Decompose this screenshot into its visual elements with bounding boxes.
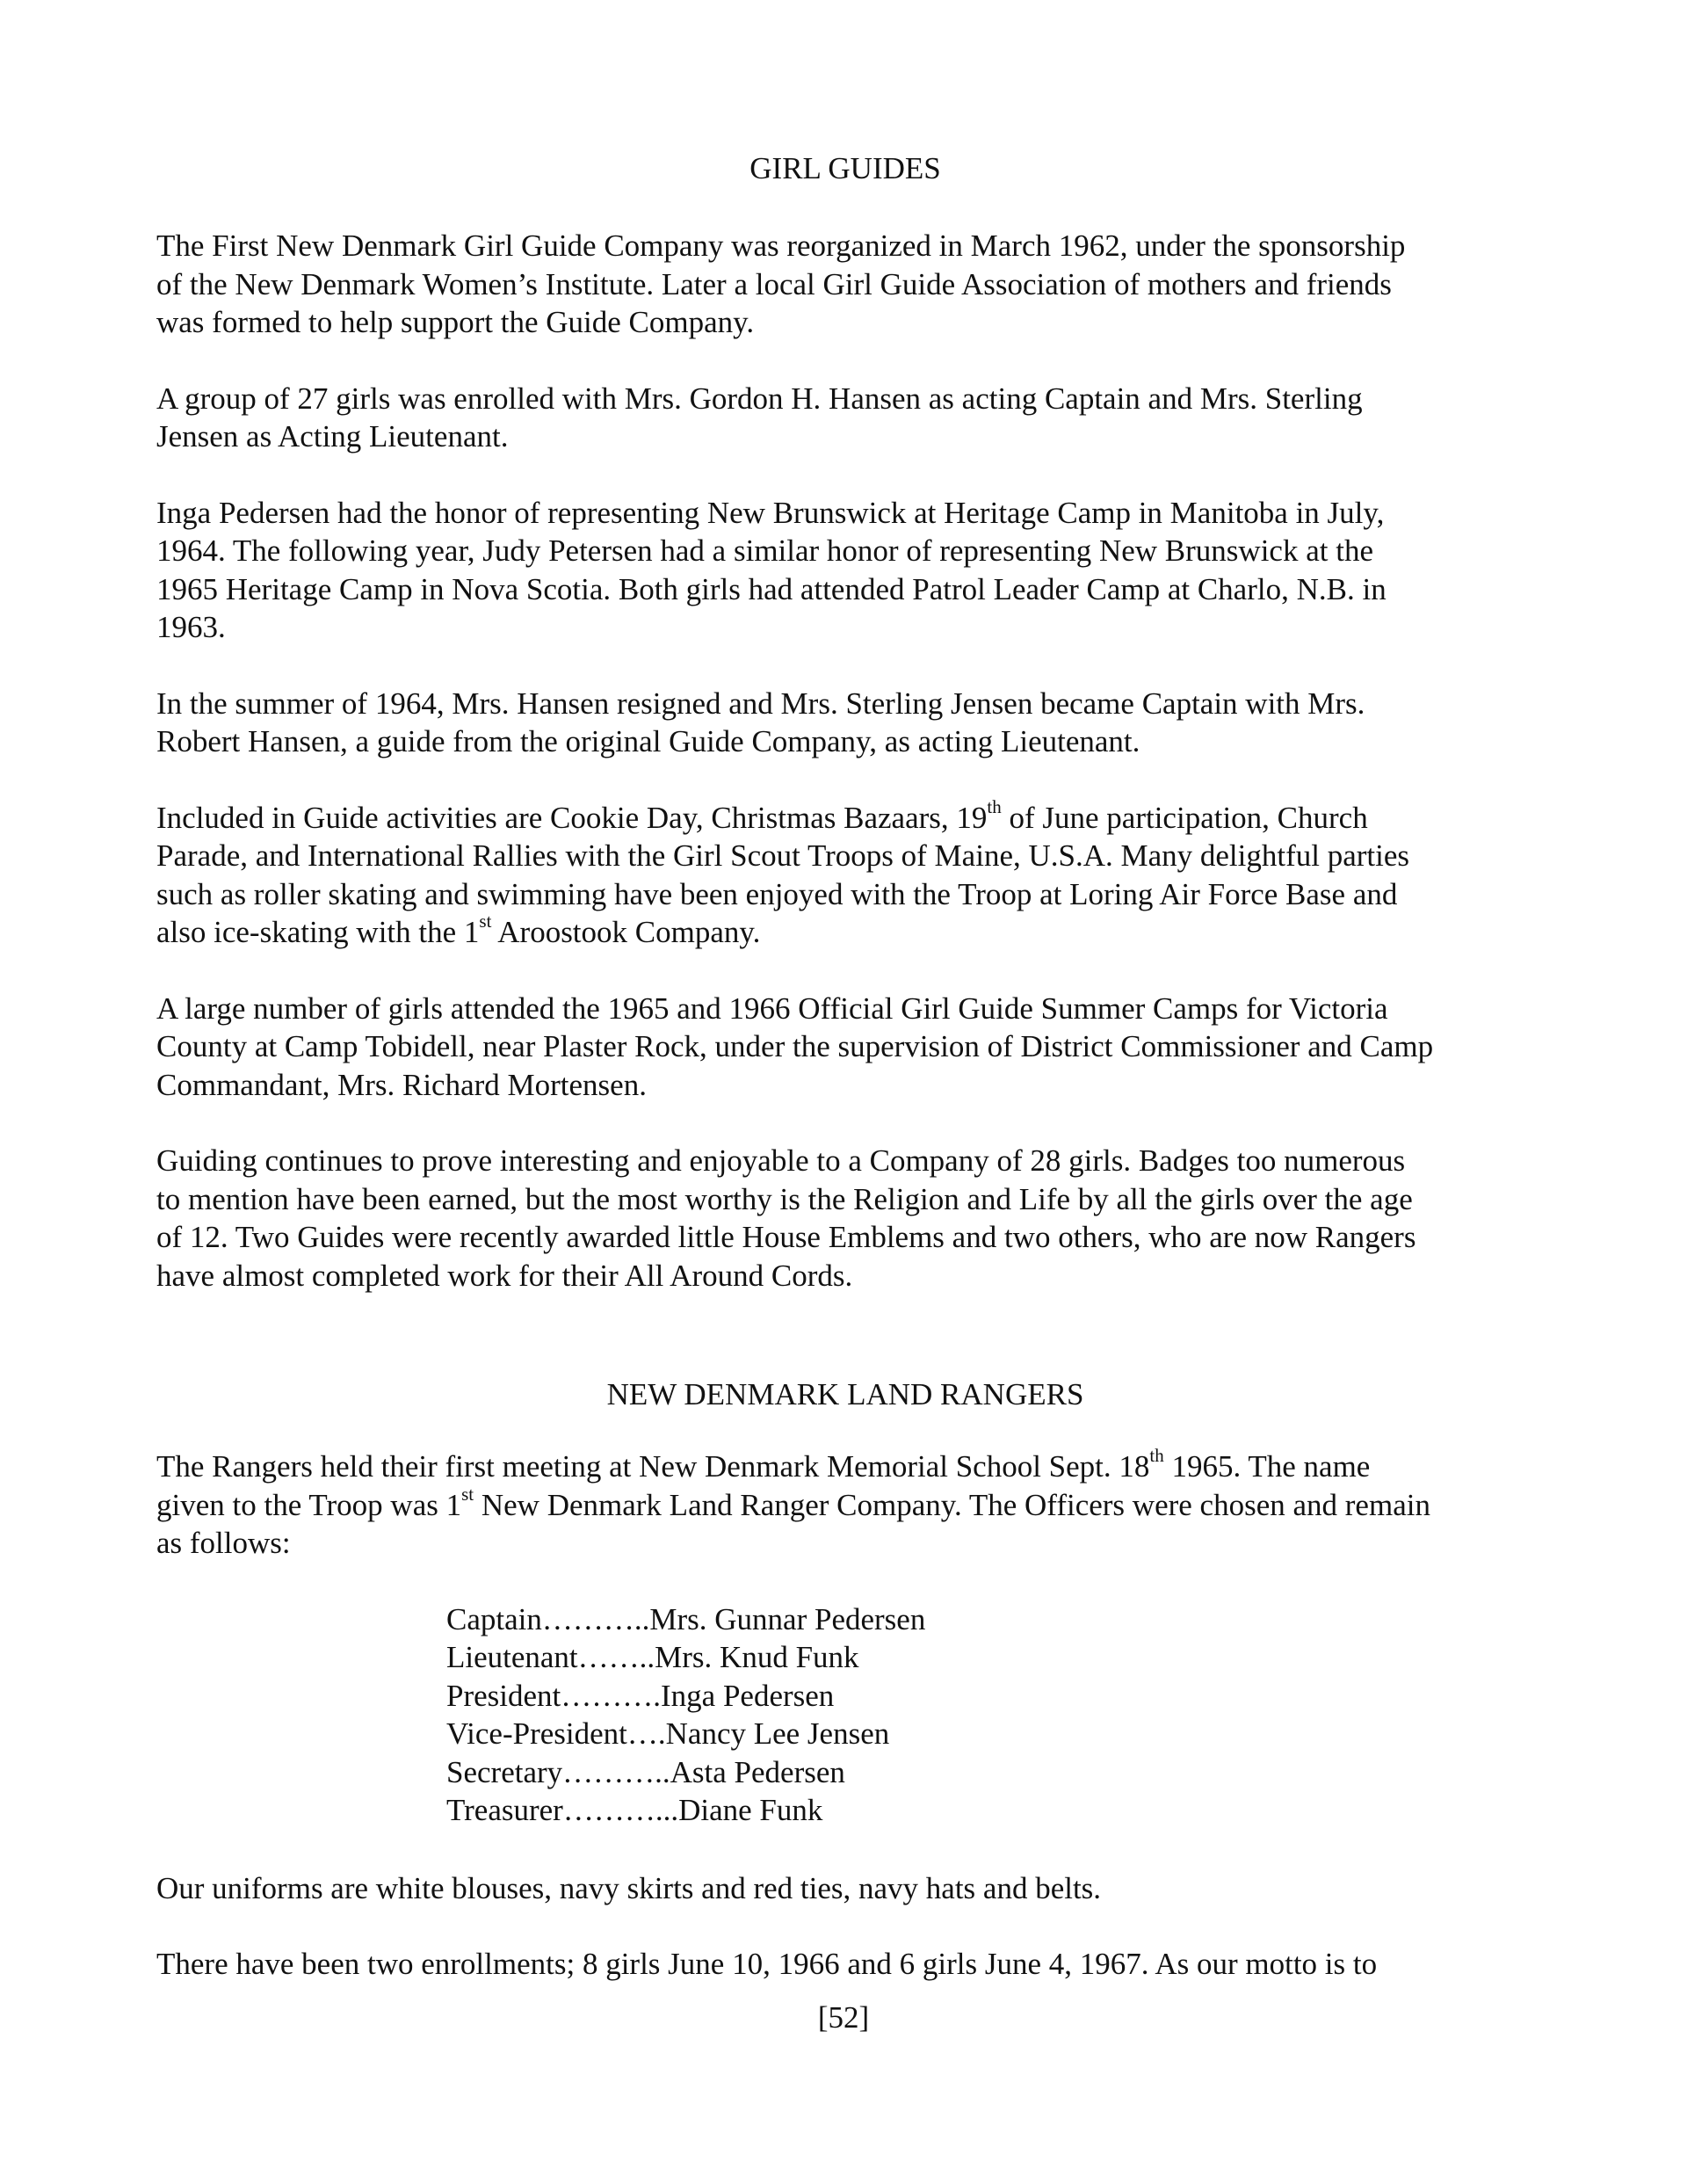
officer-row: Treasurer………...Diane Funk <box>446 1793 823 1827</box>
officers-list <box>446 1600 1545 1830</box>
section-title-girl-guides: GIRL GUIDES <box>749 151 941 185</box>
paragraph-heritage-camp <box>156 494 1545 647</box>
text-line: have almost completed work for their All Around Cords. <box>156 1258 853 1293</box>
text-fragment: 1965. The name <box>1163 1449 1371 1484</box>
section-title-land-rangers: NEW DENMARK LAND RANGERS <box>606 1377 1084 1411</box>
text-line: Guiding continues to prove interesting and enjoyable to a Company of 28 girls. Badges too numerous <box>156 1143 1406 1178</box>
text-line: as follows: <box>156 1526 291 1560</box>
paragraph-activities <box>156 795 1545 952</box>
officer-row: Vice-President….Nancy Lee Jensen <box>446 1716 890 1751</box>
text-fragment: Included in Guide activities are Cookie Day, Christmas Bazaars, 19 <box>156 800 988 835</box>
text-line <box>156 795 1545 838</box>
text-line: The First New Denmark Girl Guide Company was reorganized in March 1962, under the sponsorship <box>156 229 1406 263</box>
superscript: th <box>987 795 1002 817</box>
text-line: 1964. The following year, Judy Petersen had a similar honor of representing New Brunswick at the <box>156 533 1373 568</box>
text-line: was formed to help support the Guide Company. <box>156 305 755 339</box>
paragraph-rangers-intro <box>156 1445 1545 1563</box>
text-line <box>156 1445 1545 1486</box>
paragraph-enrollment <box>156 380 1545 456</box>
officer-row: Lieutenant……..Mrs. Knud Funk <box>446 1640 859 1674</box>
paragraph-uniforms <box>156 1869 1545 1908</box>
text-fragment: New Denmark Land Ranger Company. The Officers were chosen and remain <box>474 1487 1430 1522</box>
text-fragment: of June participation, Church <box>1001 800 1368 835</box>
paragraph-badges <box>156 1142 1545 1295</box>
text-fragment: given to the Troop was 1 <box>156 1487 462 1522</box>
text-line: of the New Denmark Women’s Institute. Later a local Girl Guide Association of mothers and friends <box>156 266 1392 301</box>
text-line: County at Camp Tobidell, near Plaster Rock, under the supervision of District Commissioner and Camp <box>156 1029 1434 1063</box>
text-line: 1965 Heritage Camp in Nova Scotia. Both girls had attended Patrol Leader Camp at Charlo, N.B. in <box>156 571 1387 606</box>
superscript: th <box>1149 1445 1164 1467</box>
text-line: of 12. Two Guides were recently awarded little House Emblems and two others, who are now Rangers <box>156 1220 1416 1254</box>
text-line: such as roller skating and swimming have been enjoyed with the Troop at Loring Air Force Base and <box>156 876 1398 911</box>
paragraph-enrollments <box>156 1945 1545 1984</box>
superscript: st <box>461 1483 474 1505</box>
text-line: A large number of girls attended the 1965 and 1966 Official Girl Guide Summer Camps for Victoria <box>156 990 1388 1026</box>
officer-row: Captain………..Mrs. Gunnar Pedersen <box>446 1601 926 1636</box>
text-line: to mention have been earned, but the most worthy is the Religion and Life by all the girls over the age <box>156 1181 1413 1216</box>
text-line: Commandant, Mrs. Richard Mortensen. <box>156 1067 647 1102</box>
text-line: Inga Pedersen had the honor of representing New Brunswick at Heritage Camp in Manitoba in July, <box>156 495 1385 530</box>
document-page <box>156 149 1545 2021</box>
text-fragment: also ice-skating with the 1 <box>156 915 480 949</box>
superscript: st <box>479 911 492 932</box>
officer-row: Secretary………..Asta Pedersen <box>446 1754 845 1789</box>
text-line: Parade, and International Rallies with the Girl Scout Troops of Maine, U.S.A. Many delightful parties <box>156 838 1410 873</box>
paragraph-reorganization <box>156 227 1545 342</box>
page-number: [52] <box>817 2000 870 2035</box>
paragraph-leadership-change <box>156 685 1545 761</box>
text-fragment: Aroostook Company. <box>491 915 761 949</box>
officer-row: President……….Inga Pedersen <box>446 1678 835 1713</box>
text-line <box>156 1483 1545 1525</box>
text-line: In the summer of 1964, Mrs. Hansen resigned and Mrs. Sterling Jensen became Captain with Mrs. <box>156 686 1365 721</box>
text-line: 1963. <box>156 610 226 644</box>
text-line: Robert Hansen, a guide from the original Guide Company, as acting Lieutenant. <box>156 724 1140 758</box>
text-line <box>156 913 1545 952</box>
text-line: Our uniforms are white blouses, navy skirts and red ties, navy hats and belts. <box>156 1870 1102 1905</box>
text-line: Jensen as Acting Lieutenant. <box>156 419 509 453</box>
paragraph-summer-camps <box>156 990 1545 1105</box>
text-line: A group of 27 girls was enrolled with Mrs. Gordon H. Hansen as acting Captain and Mrs. Sterling <box>156 381 1363 416</box>
text-line: There have been two enrollments; 8 girls June 10, 1966 and 6 girls June 4, 1967. As our motto is to <box>156 1947 1378 1981</box>
text-fragment: The Rangers held their first meeting at New Denmark Memorial School Sept. 18 <box>156 1449 1150 1484</box>
